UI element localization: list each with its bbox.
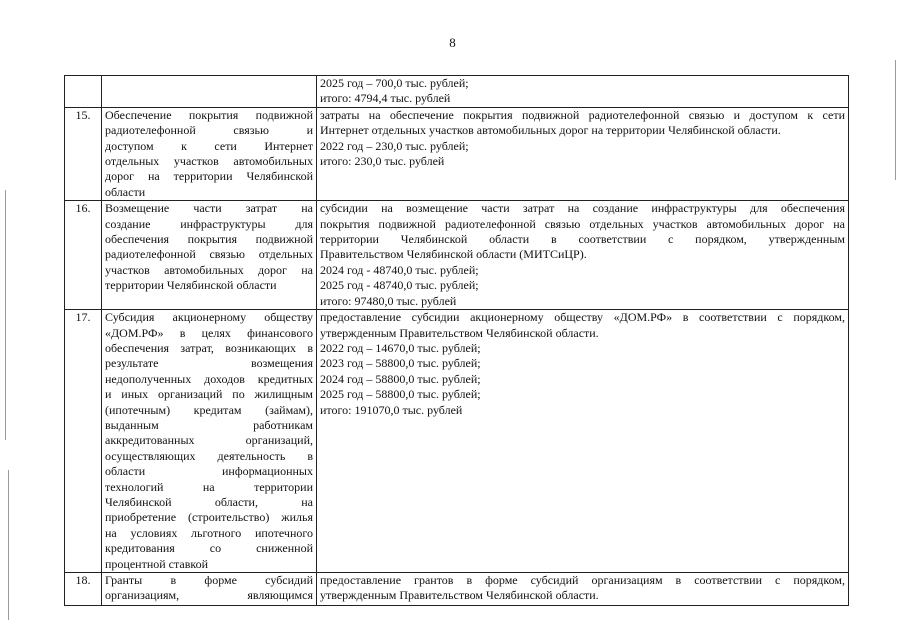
measure-name-line: области информационных: [105, 464, 313, 479]
measure-description-line: утвержденным Правительством Челябинской области.: [320, 325, 599, 340]
measure-name-line: выданным работникам: [105, 417, 313, 432]
measure-name-line: участков автомобильных дорог на: [105, 262, 313, 277]
table-row: [65, 573, 849, 606]
measure-name-line: дорог на территории Челябинской: [105, 169, 313, 184]
page-number: 8: [449, 35, 456, 50]
measure-name-cell: [102, 201, 317, 310]
measure-description-line: 2025 год - 48740,0 тыс. рублей;: [320, 278, 479, 293]
measure-name-line: аккредитованных организаций,: [105, 433, 313, 448]
measure-description-line: предоставление грантов в форме субсидий организациям в соответствии с порядком,: [320, 573, 845, 587]
table-row: [65, 76, 849, 108]
row-number: 16.: [65, 201, 102, 310]
measure-description-line: покрытия подвижной радиотелефонной связью отдельных участков автомобильных дорог на: [320, 216, 845, 231]
scan-edge-mark-right: [895, 60, 896, 180]
measures-table: [64, 75, 849, 606]
measure-name-cell: [102, 573, 317, 606]
row-number: 15.: [65, 107, 102, 200]
measure-description-line: 2025 год – 700,0 тыс. рублей;: [320, 76, 469, 90]
measure-name-line: Челябинской области, на: [105, 494, 313, 509]
measure-name-line: радиотелефонной связью отдельных: [105, 247, 313, 262]
measure-name-line: приобретение (строительство) жилья: [105, 510, 313, 525]
measure-name-cell: [102, 107, 317, 200]
measure-description-line: 2022 год – 230,0 тыс. рублей;: [320, 138, 469, 153]
measure-name-line: создание инфраструктуры для: [105, 216, 313, 231]
measure-name-line: и иных организаций по жилищным: [105, 387, 313, 402]
measure-name-cell: [102, 76, 317, 108]
measure-name-line: результате возмещения: [105, 356, 313, 371]
table-row: [65, 201, 849, 310]
measure-description-line: Интернет отдельных участков автомобильных дорог на территории Челябинской области.: [320, 123, 781, 138]
measure-description-line: предоставление субсидии акционерному обществу «ДОМ.РФ» в соответствии с порядком,: [320, 310, 845, 325]
measure-name-line: недополученных доходов кредитных: [105, 371, 313, 386]
row-number: 17.: [65, 310, 102, 573]
measure-name-line: обеспечения покрытия подвижной: [105, 232, 313, 247]
measure-description-line: итого: 97480,0 тыс. рублей: [320, 293, 457, 308]
measure-description-line: итого: 4794,4 тыс. рублей: [320, 91, 451, 106]
measure-description-line: 2025 год – 58800,0 тыс. рублей;: [320, 387, 481, 402]
measure-name-line: Субсидия акционерному обществу: [105, 310, 313, 325]
measure-description-cell: [317, 573, 849, 606]
measure-name-line: Возмещение части затрат на: [105, 201, 313, 216]
measure-name-line: территории Челябинской области: [105, 278, 277, 293]
measure-name-line: процентной ставкой: [105, 556, 209, 571]
measure-description-line: 2024 год - 48740,0 тыс. рублей;: [320, 262, 479, 277]
measure-description-cell: [317, 107, 849, 200]
measure-name-cell: [102, 310, 317, 573]
scan-edge-mark-left: [5, 190, 6, 440]
measure-name-line: отдельных участков автомобильных: [105, 154, 313, 169]
measure-name-line: технологий на территории: [105, 479, 313, 494]
measure-name-line: на условиях льготного ипотечного: [105, 525, 313, 540]
measure-description-line: затраты на обеспечение покрытия подвижной радиотелефонной связью и доступом к сети: [320, 107, 845, 122]
table-row: [65, 107, 849, 200]
measures-table-body: [65, 76, 849, 606]
measure-description-line: итого: 230,0 тыс. рублей: [320, 154, 445, 169]
measure-description-line: 2022 год – 14670,0 тыс. рублей;: [320, 340, 481, 355]
measure-description-line: 2023 год – 58800,0 тыс. рублей;: [320, 356, 481, 371]
measure-description-cell: [317, 201, 849, 310]
measure-name-line: организациям, являющимся: [105, 588, 313, 603]
row-number: [65, 76, 102, 108]
measure-name-line: радиотелефонной связью и: [105, 123, 313, 138]
measure-name-line: Обеспечение покрытия подвижной: [105, 107, 313, 122]
measure-description-line: 2024 год – 58800,0 тыс. рублей;: [320, 371, 481, 386]
measure-name-line: (ипотечным) кредитам (займам),: [105, 402, 313, 417]
measure-description-line: территории Челябинской области в соответствии с порядком, утвержденным: [320, 232, 845, 247]
measure-name-line: области: [105, 184, 146, 199]
measure-name-line: кредитования со сниженной: [105, 541, 313, 556]
measure-name-line: «ДОМ.РФ» в целях финансового: [105, 325, 313, 340]
measure-name-line: обеспечения затрат, возникающих в: [105, 340, 313, 355]
measure-description-line: Правительством Челябинской области (МИТСиЦР).: [320, 247, 587, 262]
measure-name-line: доступом к сети Интернет: [105, 138, 313, 153]
measure-description-line: субсидии на возмещение части затрат на создание инфраструктуры для обеспечения: [320, 201, 845, 216]
measure-description-line: итого: 191070,0 тыс. рублей: [320, 402, 463, 417]
scan-edge-mark-left-lower: [8, 470, 9, 620]
measure-description-line: утвержденным Правительством Челябинской области.: [320, 588, 599, 603]
measure-description-cell: [317, 310, 849, 573]
measure-name-line: Гранты в форме субсидий: [105, 573, 313, 587]
table-row: [65, 310, 849, 573]
measure-description-cell: [317, 76, 849, 108]
measure-name-line: осуществляющих деятельность в: [105, 448, 313, 463]
row-number: 18.: [65, 573, 102, 606]
